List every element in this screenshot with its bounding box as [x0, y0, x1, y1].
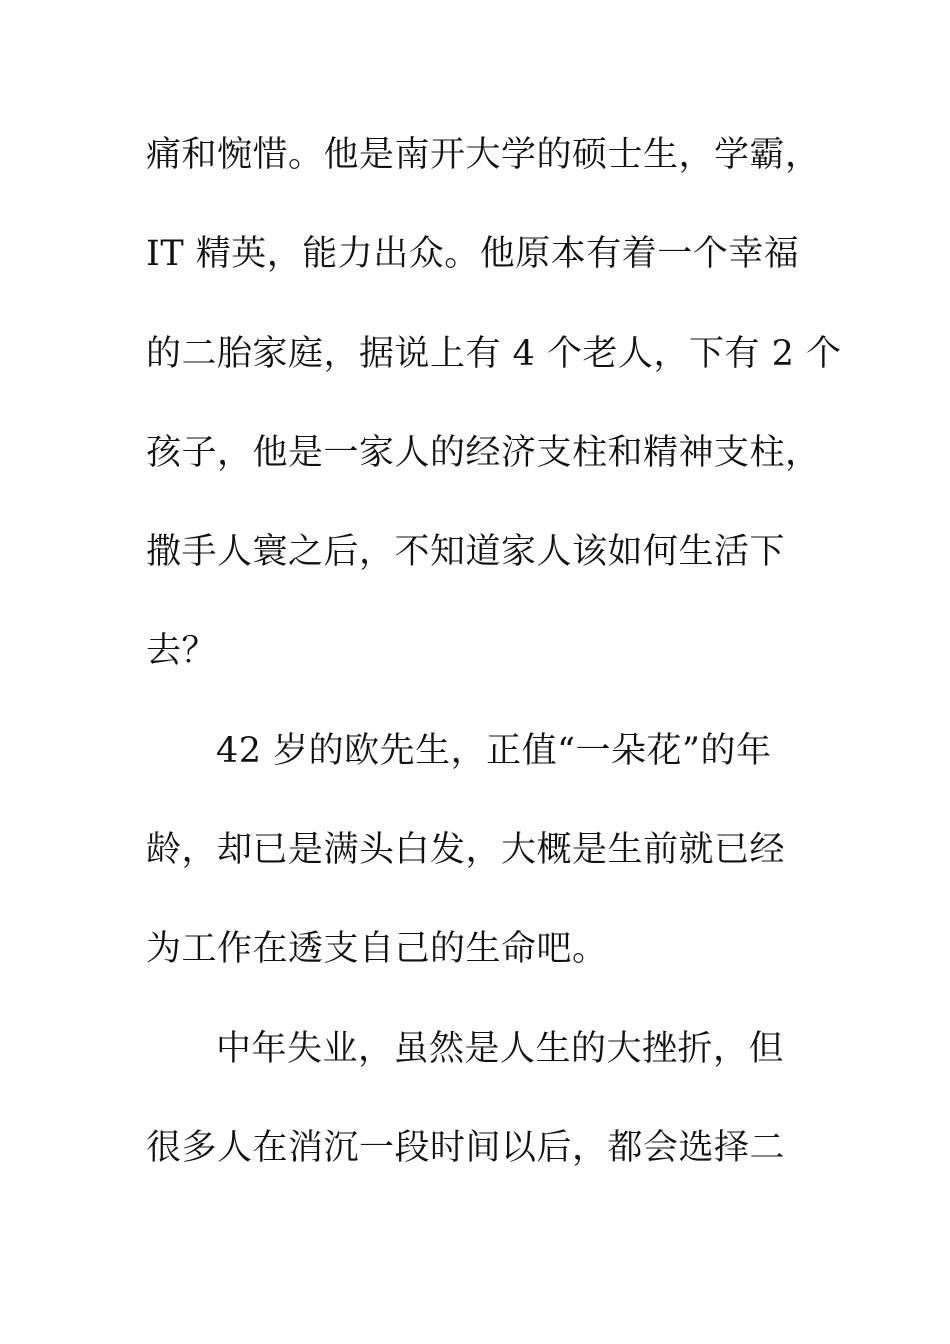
text-line: 痛和惋惜。他是南开大学的硕士生，学霸，: [146, 135, 821, 175]
text-line: 为工作在透支自己的生命吧。: [146, 929, 608, 969]
text-line: 很多人在消沉一段时间以后，都会选择二: [146, 1128, 786, 1168]
text-line: 的二胎家庭，据说上有 4 个老人，下有 2 个: [146, 334, 842, 374]
text-line: 去？: [146, 631, 218, 671]
text-line: 龄，却已是满头白发，大概是生前就已经: [146, 830, 786, 870]
text-line: IT 精英，能力出众。他原本有着一个幸福: [146, 234, 800, 274]
paragraph-first-line: 中年失业，虽然是人生的大挫折，但: [216, 1029, 785, 1069]
text-line: 孩子，他是一家人的经济支柱和精神支柱，: [146, 433, 821, 473]
text-line: 撒手人寰之后，不知道家人该如何生活下: [146, 532, 786, 572]
paragraph-first-line: 42 岁的欧先生，正值“一朵花”的年: [216, 731, 772, 771]
